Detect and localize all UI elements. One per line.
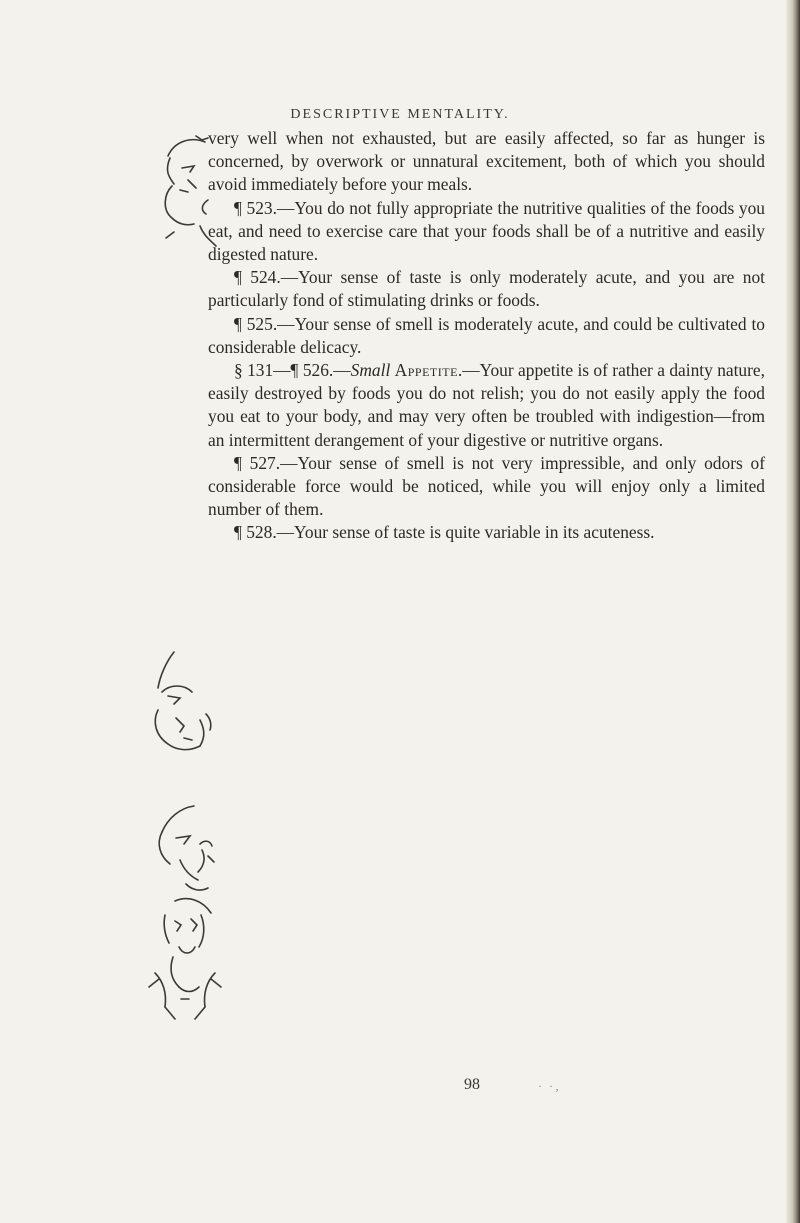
page-edge-shadow — [786, 0, 800, 1223]
small-caps-term: Appetite — [394, 360, 458, 381]
sketch-face-bottom — [135, 895, 235, 1035]
paragraph-526 — [208, 359, 765, 452]
sketch-face-bottom-drawing — [135, 895, 235, 1035]
paragraph-525: ¶ 525.—Your sense of smell is moderately acute, and could be cultivated to considerable delicacy. — [208, 313, 765, 357]
sketch-face-lower — [150, 800, 230, 900]
body-text — [208, 127, 765, 545]
section-marker: § 131—¶ 526.— — [234, 360, 351, 381]
italic-term: Small — [350, 360, 391, 381]
running-head: DESCRIPTIVE MENTALITY. — [290, 107, 510, 122]
sketch-face-middle-drawing — [140, 648, 230, 768]
paragraph-528: ¶ 528.—Your sense of taste is quite variable in its acuteness. — [234, 522, 655, 543]
paragraph-continued: very well when not exhausted, but are easily affected, so far as hunger is concerned, by overwork or unnatural excitement, both of which you should avoid immediately before your meals. — [208, 128, 765, 195]
page-number: 98 — [464, 1076, 480, 1093]
sketch-face-middle — [140, 648, 230, 768]
sketch-face-lower-drawing — [150, 800, 230, 900]
paragraph-523: ¶ 523.—You do not fully appropriate the nutritive qualities of the foods you eat, and need to exercise care that your foods shall be of a nutritive and easily digested nature. — [208, 197, 765, 265]
paragraph-524: ¶ 524.—Your sense of taste is only moderately acute, and you are not particularly fond of stimulating drinks or foods. — [208, 267, 765, 311]
paragraph-527: ¶ 527.—Your sense of smell is not very impressible, and only odors of considerable force would be noticed, while you will enjoy only a limited number of them. — [208, 452, 765, 520]
paragraph-526-text: .—Your appetite is of rather a dainty nature, easily destroyed by foods you do not relish; you do not easily apply the food you eat to your body, and may very often be troubled with indigestion—from an intermittent derangement of your digestive or nutritive organs. — [208, 360, 765, 450]
stray-ink-mark: · ·‚ — [538, 1079, 561, 1093]
